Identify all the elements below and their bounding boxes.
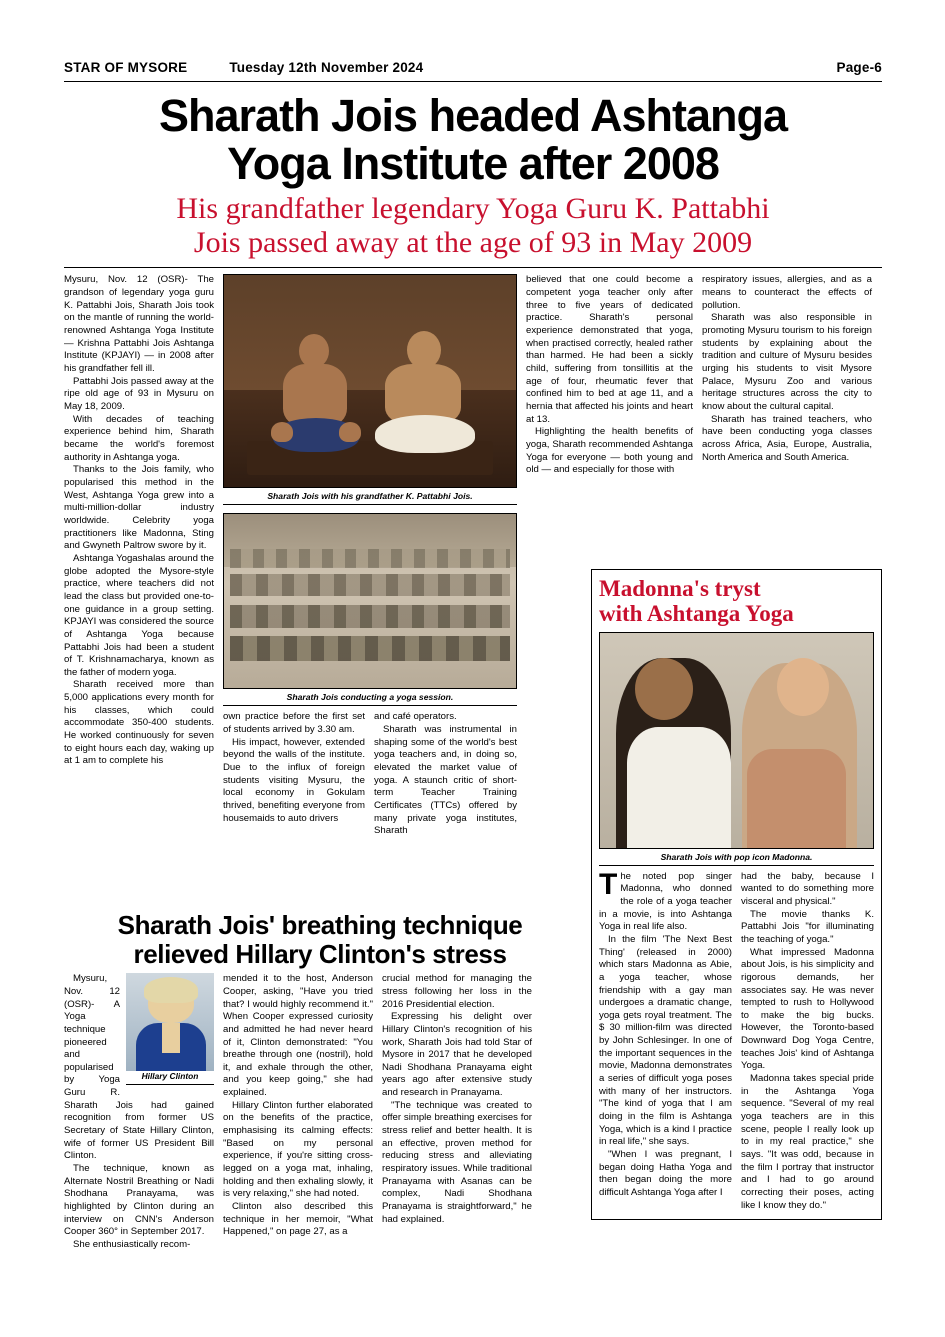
article1-c1-p2: Pattabhi Jois passed away at the ripe old age of 93 in Mysuru on May 18, 2009. xyxy=(64,375,214,413)
article2-column-2 xyxy=(223,973,373,1251)
article1-c5-p2: Sharath was also responsible in promoting Mysuru tourism to his foreign students by explaining about the tradition and culture of Mysuru besides urging his students to visit Mysore Palace, Mysuru Zoo and various heritage structures across the city to know about the cultural capital. xyxy=(702,312,872,413)
masthead-date: Tuesday 12th November 2024 xyxy=(229,60,424,75)
photo-hillary-image xyxy=(126,973,214,1071)
photo-yoga-session-caption: Sharath Jois conducting a yoga session. xyxy=(223,689,517,706)
article2-c2-p2: Hillary Clinton further elaborated on the benefits of the practice, emphasising its calming effects: "Based on my personal experience, if you're sitting cross-legged on a yoga mat, inhaling, holding and then exhaling slowly, it is very relaxing," she had noted. xyxy=(223,1099,373,1200)
photo-hillary xyxy=(126,973,214,1088)
article1-c1-p5: Ashtanga Yogashalas around the globe adopted the Mysore-style practice, where teachers did not lead the class but provided one-to-one guidance in a group setting. KPJAYI was considered the source of Ashtanga Yoga because Pattabhi Jois had been a student of T. Krishnamacharya, known as the father of modern yoga. xyxy=(64,552,214,678)
article2-c1-p1: Mysuru, Nov. 12 (OSR)- A Yoga technique pioneered and popularised by Yoga Guru R. Sharath Jois had gained recognition from former US Secretary of State Hillary Clinton, wife of former US President Bill Clinton. xyxy=(64,973,214,1162)
headline-line-2: Yoga Institute after 2008 xyxy=(227,138,719,190)
madonna-box-text xyxy=(599,867,874,1213)
photo-yoga-session-image xyxy=(223,513,517,689)
madonna-c2-p2: The movie thanks K. Pattabhi Jois "for illuminating the teaching of yoga." xyxy=(741,908,874,945)
article2-c1-p2: The technique, known as Alternate Nostril Breathing or Nadi Shodhana Pranayama, was highlighted by Clinton during an interview on CNN's Anderson Cooper 360° in September 2017. xyxy=(64,1163,214,1238)
madonna-c1-p1: The noted pop singer Madonna, who donned the role of a yoga teacher in a movie, is into Ashtanga Yoga in real life also. xyxy=(599,867,732,933)
article1-c3-p2: Sharath was instrumental in shaping some of the world's best yoga teachers and, in doing so, elevated the market value of yoga. A staunch critic of short-term Teacher Training Certificates (TTCs) offered by many private yoga institutes, Sharath xyxy=(374,724,517,837)
masthead-page-number: Page-6 xyxy=(836,60,882,75)
page-headline xyxy=(64,92,882,188)
subheadline-line-2: Jois passed away at the age of 93 in May 2009 xyxy=(193,225,753,259)
photo-yoga-session xyxy=(223,513,517,706)
madonna-c2-p3: What impressed Madonna about Jois, is his simplicity and rigorous demands, her associates say. He was never tempted to rush to Hollywood to make the big bucks. However, the Toronto-based Downward Dog Yoga Centre, teaches Jois' kind of Ashtanga Yoga. xyxy=(741,946,874,1072)
article2-c2-p1: mended it to the host, Anderson Cooper, asking, "Have you tried that? I would highly recommend it." When Cooper expressed curiosity and admitted he had never heard of it, Clinton demonstrated: "You breathe through one (nostril), hold it, and exhale through the other, and you keep going," she had explained. xyxy=(223,973,373,1099)
article2-headline-line-1: Sharath Jois' breathing technique xyxy=(117,910,523,940)
article2-c3-p2: Expressing his delight over Hillary Clinton's recognition of his work, Sharath Jois had told Star of Mysore in 2017 that he developed Nadi Shodhana Pranayama eight years ago after extensive study and research in Pranayama. xyxy=(382,1011,532,1099)
article1-c1-p3: With decades of teaching experience behind him, Sharath became the world's foremost authority in Ashtanga yoga. xyxy=(64,413,214,463)
photo-madonna-image xyxy=(599,632,874,849)
article2-headline-line-2: relieved Hillary Clinton's stress xyxy=(133,939,507,970)
article2-c3-p1: crucial method for managing the stress following her loss in the 2016 Presidential election. xyxy=(382,973,532,1010)
article1-c5-p1: respiratory issues, allergies, and as a means to counteract the effects of pollution. xyxy=(702,274,872,311)
page-subheadline xyxy=(76,192,870,259)
photo-grandfather-caption: Sharath Jois with his grandfather K. Pattabhi Jois. xyxy=(223,488,517,505)
article1-column-1 xyxy=(64,274,214,838)
article2-c2-p3: Clinton also described this technique in her memoir, "What Happened," on page 27, as a xyxy=(223,1201,373,1238)
figure-pattabhi-jois xyxy=(375,331,475,456)
madonna-box xyxy=(591,569,882,1220)
madonna-c1-p2: In the film 'The Next Best Thing' (released in 2000) which stars Madonna as Abie, a yoga teacher, whose friendship with a gay man undergoes a dramatic change, yoga gets royal treatment. The $ 30 million-film was directed by John Schlesinger. In one of the important sequences in the movie, Madonna demonstrates a series of difficult yoga poses with many of her instructors. "The kind of yoga that I am doing in the film is Ashtanga Yoga, which is a kind I practice in real life," she says. xyxy=(599,933,732,1148)
madonna-c2-p1: had the baby, because I wanted to do something more visceral and physical." xyxy=(741,870,874,907)
madonna-column-1 xyxy=(599,867,732,1213)
masthead xyxy=(64,60,882,82)
figure-sharath xyxy=(271,334,361,454)
madonna-box-title xyxy=(599,576,874,627)
article1-c2-p1: own practice before the first set of students arrived by 3.30 am. xyxy=(223,711,365,736)
article2-c1-p3: She enthusiastically recom- xyxy=(73,1239,191,1250)
article1-c3-p1: and café operators. xyxy=(374,711,457,723)
article1-c1-p1: Mysuru, Nov. 12 (OSR)- The grandson of legendary yoga guru K. Pattabhi Jois, Sharath Jois took on the mantle of running the world-renowned Ashtanga Yoga Institute — Krishna Pattabhi Jois Ashtanga Institute (KPJAYI) — in 2008 after his grandfather fell ill. xyxy=(64,274,214,375)
newspaper-page xyxy=(64,60,882,1280)
article1-c4-p2: Highlighting the health benefits of yoga, Sharath recommended Ashtanga Yoga for everyone — both young and old — and especially for those with xyxy=(526,426,693,476)
article2-headline xyxy=(64,911,576,969)
madonna-c2-p4: Madonna takes special pride in the Ashtanga Yoga sequence. "Several of my real yoga teachers are in this scene, people I really look up to in my real practice," she says. "It was odd, because in the film I portray that instructor and I had to go around correcting their poses, acting like I know they do." xyxy=(741,1073,874,1211)
article2 xyxy=(64,905,576,1252)
article1-column-3 xyxy=(374,711,517,838)
article2-c3-p3: "The technique was created to offer simple breathing exercises for stress relief and better health. It is an effective, proven method for reducing stress and alleviating respiratory issues. While traditional Pranayama with Asanas can be complex, Nadi Shodhana Pranayama is straightforward," he had explained. xyxy=(382,1099,532,1225)
article1-column-2 xyxy=(223,711,365,838)
photo-hillary-caption: Hillary Clinton xyxy=(126,1071,214,1085)
article1-column-5 xyxy=(702,274,872,464)
headline-divider xyxy=(64,267,882,268)
photo-grandfather-image xyxy=(223,274,517,488)
article2-columns xyxy=(64,973,576,1251)
headline-line-1: Sharath Jois headed Ashtanga xyxy=(159,90,787,141)
article1-c1-p4: Thanks to the Jois family, who popularised this method in the West, Ashtanga Yoga grew into a multi-million-dollar industry worldwide. Celebrity yoga practitioners like Madonna, Sting and Gwyneth Paltrow swore by it. xyxy=(64,464,214,552)
madonna-title-line-2: with Ashtanga Yoga xyxy=(599,601,794,627)
article1-c1-p6: Sharath received more than 5,000 applications every month for his classes, which could accommodate 350-400 students. He worked continuously for seven to eight hours each day, waking up at 1 am to complete his xyxy=(64,679,214,767)
madonna-sidebar xyxy=(591,560,882,1220)
photo-madonna-caption: Sharath Jois with pop icon Madonna. xyxy=(599,849,874,866)
yoga-mats-crowd xyxy=(224,514,516,688)
article1-center-column xyxy=(223,274,517,838)
article1-c4-p1: believed that one could become a competent yoga teacher only after three to five years of dedicated practice. Sharath's personal experience demonstrated that yoga, when practised correctly, healed rather than harmed. He had been a sickly child, suffering from tonsillitis at the age of four, rheumatic fever that confined him to bed at age 11, and a hernia that affected his joints and heart at 13. xyxy=(526,274,693,425)
photo-grandfather xyxy=(223,274,517,505)
madonna-c1-p3: "When I was pregnant, I began doing Hatha Yoga and then began doing the more difficult Ashtanga Yoga after I xyxy=(599,1149,732,1198)
article1-center-text xyxy=(223,711,517,838)
article1-c5-p3: Sharath has trained teachers, who have been conducting yoga classes across Africa, Asia, Europe, Australia, North America and South America. xyxy=(702,413,872,463)
article2-column-3 xyxy=(382,973,532,1251)
madonna-column-2 xyxy=(741,871,874,1213)
madonna-title-line-1: Madonna's tryst xyxy=(599,576,761,601)
masthead-paper-name: STAR OF MYSORE xyxy=(64,60,188,75)
subheadline-line-1: His grandfather legendary Yoga Guru K. Pattabhi xyxy=(176,192,770,226)
article1-c2-p2: His impact, however, extended beyond the walls of the institute. Due to the influx of foreign students visiting Mysuru, the local economy in Gokulam thrived, benefiting everyone from housemaids to auto drivers xyxy=(223,736,365,824)
article2-column-1 xyxy=(64,973,214,1251)
